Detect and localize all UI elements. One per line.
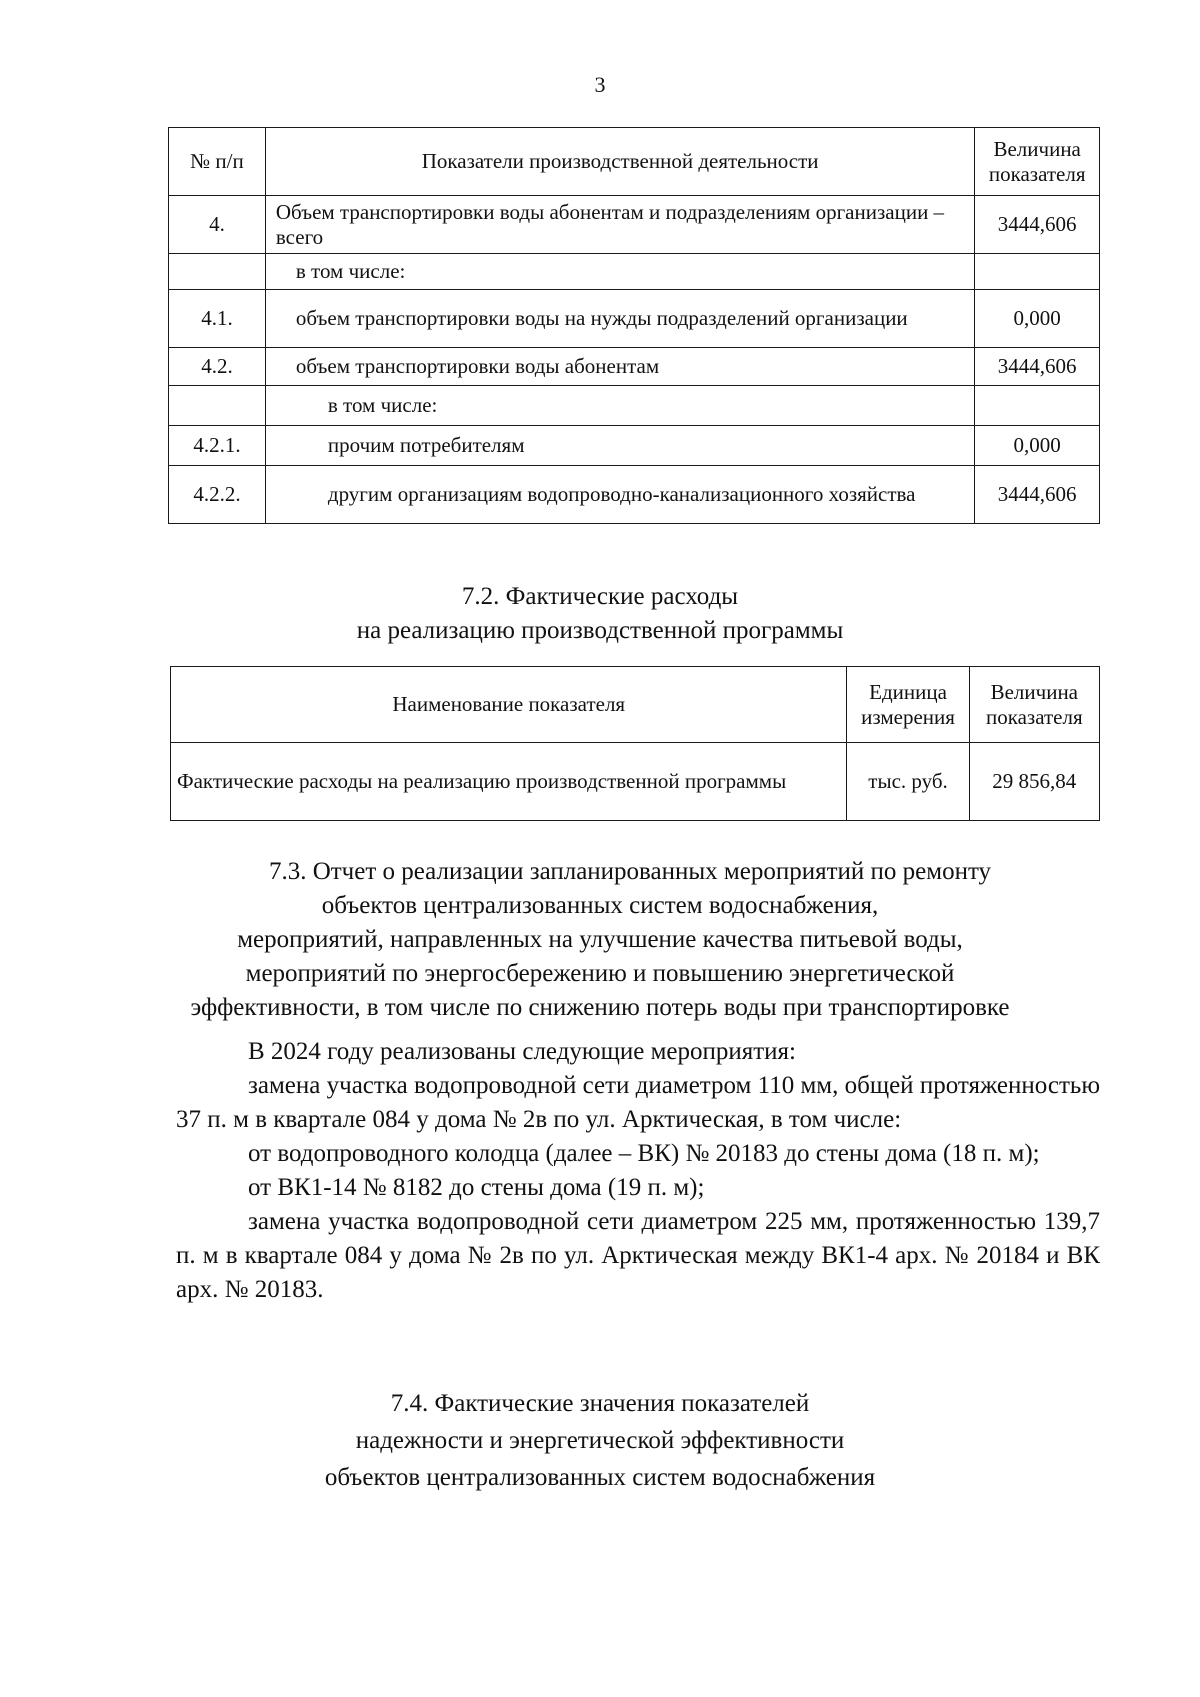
section-title-line: на реализацию производственной программы xyxy=(356,617,844,644)
row-number: 4.2.2. xyxy=(169,466,266,524)
row-label: Объем транспортировки воды абонентам и подразделениям организации – всего xyxy=(265,196,974,254)
row-number: 4.1. xyxy=(169,290,266,348)
row-value: 29 856,84 xyxy=(969,743,1099,821)
row-value xyxy=(975,254,1100,290)
header-indicator-name: Наименование показателя xyxy=(171,667,847,743)
section-7-4-title xyxy=(0,1385,1200,1496)
section-title-line: надежности и энергетической эффективности xyxy=(355,1427,845,1454)
production-indicators-table xyxy=(168,127,1100,524)
row-value: 3444,606 xyxy=(975,466,1100,524)
row-number: 4.2.1. xyxy=(169,426,266,466)
table-row xyxy=(169,290,1100,348)
paragraph: от водопроводного колодца (далее – ВК) № 20183 до стены дома (18 п. м); xyxy=(248,1140,1040,1167)
row-value: 3444,606 xyxy=(975,348,1100,386)
header-unit: Единица измерения xyxy=(847,667,969,743)
row-label: другим организациям водопроводно-канализационного хозяйства xyxy=(265,466,974,524)
paragraph: замена участка водопроводной сети диаметром 110 мм, общей протяженностью 37 п. м в квартале 084 у дома № 2в по ул. Арктическая, в том числе: xyxy=(176,1072,1100,1133)
row-label: объем транспортировки воды абонентам xyxy=(265,348,974,386)
row-label: в том числе: xyxy=(265,386,974,426)
table-header-row xyxy=(169,128,1100,196)
table-row xyxy=(171,743,1100,821)
table-row xyxy=(169,348,1100,386)
expenses-table xyxy=(170,666,1100,821)
paragraph: от ВК1-14 № 8182 до стены дома (19 п. м); xyxy=(248,1174,705,1201)
section-title-line: мероприятий, направленных на улучшение качества питьевой воды, xyxy=(237,926,963,953)
paragraph: замена участка водопроводной сети диаметром 225 мм, протяженностью 139,7 п. м в квартале 084 у дома № 2в по ул. Арктическая между ВК1-4 арх. № 20184 и ВК арх. № 20183. xyxy=(176,1208,1100,1303)
table-row xyxy=(169,386,1100,426)
table-row xyxy=(169,196,1100,254)
section-title-line: объектов централизованных систем водоснабжения, xyxy=(321,892,879,919)
page-number: 3 xyxy=(594,72,606,97)
row-label: объем транспортировки воды на нужды подразделений организации xyxy=(265,290,974,348)
header-value: Величина показателя xyxy=(975,128,1100,196)
section-title-line: 7.3. Отчет о реализации запланированных мероприятий по ремонту xyxy=(268,858,992,885)
section-7-3-title xyxy=(0,855,1200,1025)
row-label: прочим потребителям xyxy=(265,426,974,466)
row-value: 3444,606 xyxy=(975,196,1100,254)
header-value: Величина показателя xyxy=(969,667,1099,743)
section-7-3-body xyxy=(176,1035,1100,1307)
table-row xyxy=(169,426,1100,466)
row-number xyxy=(169,254,266,290)
section-title-line: эффективности, в том числе по снижению потерь воды при транспортировке xyxy=(190,994,1010,1021)
row-label: Фактические расходы на реализацию производственной программы xyxy=(171,743,847,821)
table-row xyxy=(169,254,1100,290)
row-number xyxy=(169,386,266,426)
row-label: в том числе: xyxy=(265,254,974,290)
section-title-line: мероприятий по энергосбережению и повышению энергетической xyxy=(245,960,955,987)
section-7-2-title xyxy=(0,580,1200,648)
row-value: 0,000 xyxy=(975,426,1100,466)
row-unit: тыс. руб. xyxy=(847,743,969,821)
row-number: 4.2. xyxy=(169,348,266,386)
row-value: 0,000 xyxy=(975,290,1100,348)
row-number: 4. xyxy=(169,196,266,254)
paragraph: В 2024 году реализованы следующие мероприятия: xyxy=(248,1038,796,1065)
row-value xyxy=(975,386,1100,426)
section-title-line: 7.2. Фактические расходы xyxy=(461,583,739,610)
table-row xyxy=(169,466,1100,524)
section-title-line: 7.4. Фактические значения показателей xyxy=(390,1390,810,1417)
header-indicator: Показатели производственной деятельности xyxy=(265,128,974,196)
header-number: № п/п xyxy=(169,128,266,196)
section-title-line: объектов централизованных систем водоснабжения xyxy=(324,1464,876,1491)
table-header-row xyxy=(171,667,1100,743)
